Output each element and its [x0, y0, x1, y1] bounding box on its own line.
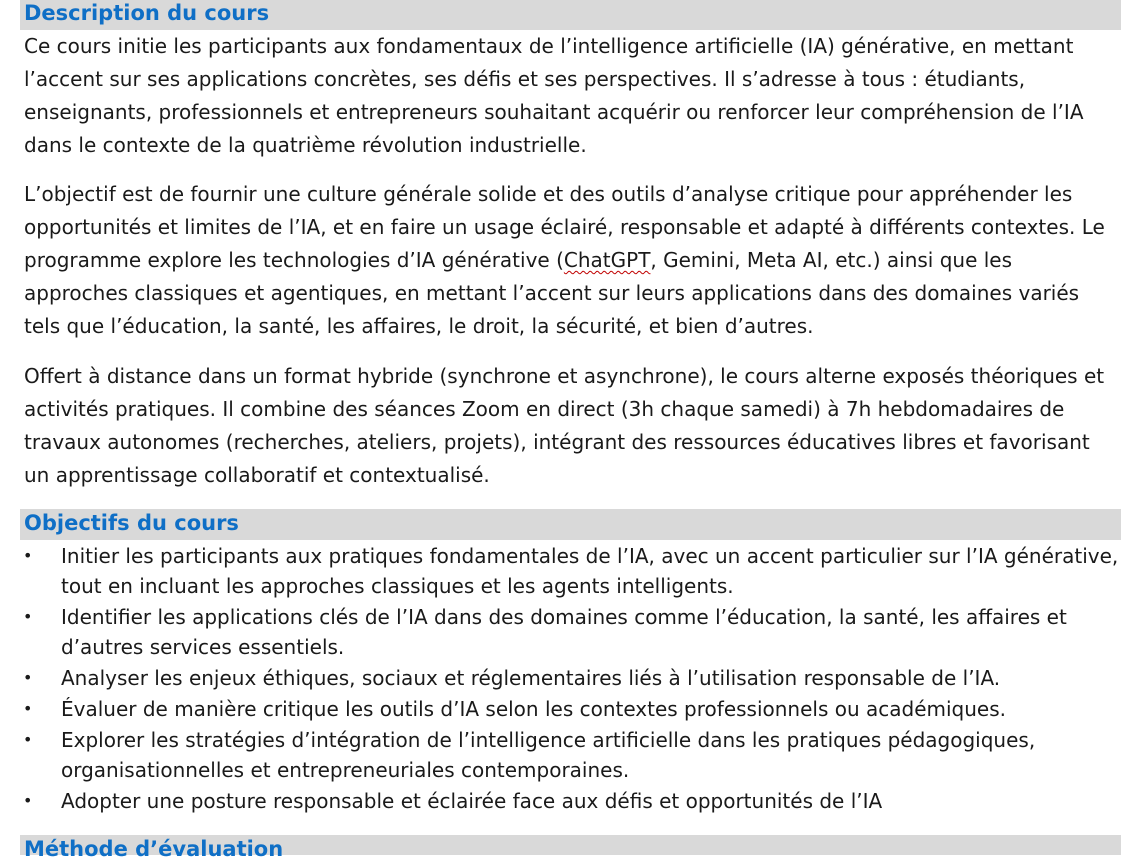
section-heading-description: Description du cours — [20, 0, 1121, 30]
list-item-text: Initier les participants aux pratiques fondamentales de l’IA, avec un accent particulier sur l’IA générative, tout en incluant les approches classiques et les agents intelligents. — [61, 544, 1119, 598]
spellcheck-flagged-word[interactable]: ChatGPT — [563, 248, 651, 272]
description-paragraph-2 — [24, 178, 1120, 343]
bullet-icon: • — [23, 607, 33, 626]
list-item-text: Identifier les applications clés de l’IA dans des domaines comme l’éducation, la santé, les affaires et d’autres services essentiels. — [61, 605, 1067, 659]
list-item-text: Explorer les stratégies d’intégration de l’intelligence artificielle dans les pratiques pédagogiques, organisationnelles et entrepreneuriales contemporaines. — [61, 728, 1036, 782]
list-item-text: Analyser les enjeux éthiques, sociaux et réglementaires liés à l’utilisation responsable de l’IA. — [61, 666, 1001, 690]
list-item-text: Évaluer de manière critique les outils d’IA selon les contextes professionnels ou académiques. — [61, 697, 1007, 721]
list-item-text: Adopter une posture responsable et éclairée face aux défis et opportunités de l’IA — [61, 789, 883, 813]
list-item — [0, 541, 1126, 601]
bullet-icon: • — [23, 730, 33, 749]
bullet-icon: • — [23, 546, 33, 565]
list-item — [0, 694, 1126, 724]
list-item — [0, 786, 1126, 816]
section-heading-objectives: Objectifs du cours — [20, 509, 1121, 540]
bullet-icon: • — [23, 791, 33, 810]
section-heading-methods: Méthode d’évaluation — [20, 835, 1121, 855]
list-item — [0, 725, 1126, 785]
bullet-icon: • — [23, 699, 33, 718]
description-paragraph-1: Ce cours initie les participants aux fondamentaux de l’intelligence artificielle (IA) générative, en mettant l’accent sur ses applications concrètes, ses défis et ses perspectives. Il s’adresse à tous : étudiants, enseignants, professionnels et entrepreneurs souhaitant acquérir ou renforcer leur compréhension de l’IA dans le contexte de la quatrième révolution industrielle. — [24, 34, 1084, 157]
paragraph-2-text-after: , Gemini, Meta AI, etc.) ainsi que les approches classiques et agentiques, en mettant l’accent sur leurs applications dans des domaines variés tels que l’éducation, la santé, les affaires, le droit, la sécurité, et bien d’autres. — [24, 248, 1080, 338]
bullet-icon: • — [23, 668, 33, 687]
description-paragraph-3: Offert à distance dans un format hybride (synchrone et asynchrone), le cours alterne exposés théoriques et activités pratiques. Il combine des séances Zoom en direct (3h chaque samedi) à 7h hebdomadaires de travaux autonomes (recherches, ateliers, projets), intégrant des ressources éducatives libres et favorisant un apprentissage collaboratif et contextualisé. — [24, 364, 1105, 487]
paragraph-2-text-before: L’objectif est de fournir une culture générale solide et des outils d’analyse critique pour appréhender les opportunités et limites de l’IA, et en faire un usage éclairé, responsable et adapté à différents contextes. Le programme explore les technologies d’IA générative ( — [24, 182, 1105, 272]
list-item — [0, 663, 1126, 693]
list-item — [0, 602, 1126, 662]
objectives-list — [0, 541, 1126, 817]
